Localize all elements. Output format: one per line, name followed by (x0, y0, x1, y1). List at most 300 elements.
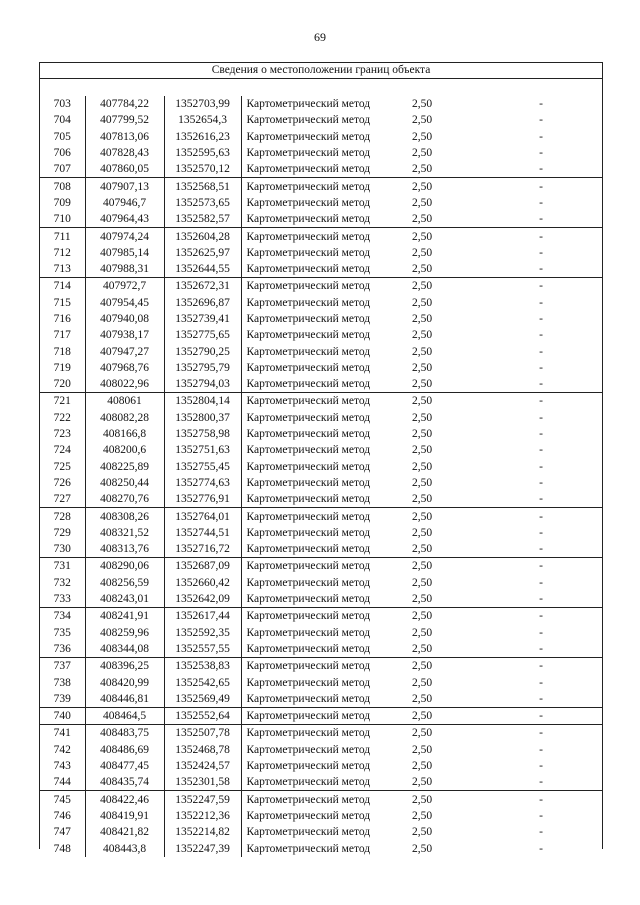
method-cell: Картометрический метод (241, 575, 394, 591)
x-coordinate-cell: 407784,22 (85, 96, 164, 112)
table-row (40, 508, 602, 525)
x-coordinate-cell: 408477,45 (85, 758, 164, 774)
table-row (40, 442, 602, 458)
x-coordinate-cell: 408420,99 (85, 674, 164, 690)
table-row (40, 491, 602, 508)
accuracy-cell: 2,50 (412, 642, 433, 655)
y-coordinate-cell: 1352247,39 (164, 840, 241, 856)
point-number-cell: 717 (53, 329, 71, 342)
y-coordinate-cell: 1352776,91 (164, 491, 241, 508)
point-number-cell: 747 (53, 826, 71, 839)
x-coordinate-cell: 408464,5 (85, 707, 164, 724)
note-cell: - (539, 743, 543, 756)
y-coordinate-cell: 1352739,41 (164, 311, 241, 327)
table-row (40, 725, 602, 742)
point-number-cell: 741 (40, 725, 85, 742)
y-coordinate-cell: 1352716,72 (164, 541, 241, 558)
point-number-cell: 712 (53, 246, 71, 259)
method-cell: Картометрический метод (241, 161, 394, 178)
point-number-cell: 725 (53, 460, 71, 473)
y-coordinate-cell: 1352696,87 (164, 295, 241, 311)
note-cell: - (539, 493, 543, 506)
note-cell: - (539, 345, 543, 358)
x-coordinate-cell: 408250,44 (85, 475, 164, 491)
accuracy-cell: 2,50 (412, 692, 433, 705)
table-row (40, 228, 602, 245)
method-cell: Картометрический метод (241, 840, 394, 856)
y-coordinate-cell: 1352542,65 (164, 674, 241, 690)
y-coordinate-cell: 1352604,28 (164, 228, 241, 245)
table-row (40, 112, 602, 128)
note-cell: - (539, 329, 543, 342)
x-coordinate-cell: 408022,96 (85, 376, 164, 393)
y-coordinate-cell: 1352644,55 (164, 261, 241, 278)
accuracy-cell: 2,50 (412, 147, 433, 160)
accuracy-cell: 2,50 (394, 725, 480, 742)
note-cell: - (480, 278, 602, 295)
note-cell: - (539, 213, 543, 226)
y-coordinate-cell: 1352775,65 (164, 327, 241, 343)
point-number-cell: 723 (53, 428, 71, 441)
y-coordinate-cell: 1352214,82 (164, 824, 241, 840)
y-coordinate-cell: 1352468,78 (164, 742, 241, 758)
x-coordinate-cell: 407799,52 (85, 112, 164, 128)
note-cell: - (539, 842, 543, 855)
point-number-cell: 704 (53, 114, 71, 127)
method-cell: Картометрический метод (241, 211, 394, 228)
note-cell: - (539, 576, 543, 589)
note-cell: - (539, 476, 543, 489)
point-number-cell: 730 (53, 543, 71, 556)
y-coordinate-cell: 1352573,65 (164, 195, 241, 211)
table-row (40, 343, 602, 359)
method-cell: Картометрический метод (241, 541, 394, 558)
y-coordinate-cell: 1352672,31 (164, 278, 241, 295)
method-cell: Картометрический метод (241, 129, 394, 145)
y-coordinate-cell: 1352568,51 (164, 178, 241, 195)
table-row (40, 211, 602, 228)
x-coordinate-cell: 408200,6 (85, 442, 164, 458)
method-cell: Картометрический метод (241, 295, 394, 311)
x-coordinate-cell: 407972,7 (85, 278, 164, 295)
method-cell: Картометрический метод (241, 410, 394, 426)
method-cell: Картометрический метод (241, 742, 394, 758)
point-number-cell: 736 (53, 642, 71, 655)
accuracy-cell: 2,50 (412, 476, 433, 489)
accuracy-cell: 2,50 (412, 296, 433, 309)
table-row (40, 145, 602, 161)
method-cell: Картометрический метод (241, 475, 394, 491)
note-cell: - (539, 147, 543, 160)
note-cell: - (480, 228, 602, 245)
accuracy-cell: 2,50 (412, 493, 433, 506)
method-cell: Картометрический метод (241, 824, 394, 840)
note-cell: - (539, 776, 543, 789)
point-number-cell: 740 (40, 707, 85, 724)
accuracy-cell: 2,50 (412, 114, 433, 127)
note-cell: - (539, 246, 543, 259)
x-coordinate-cell: 407938,17 (85, 327, 164, 343)
x-coordinate-cell: 408290,06 (85, 558, 164, 575)
note-cell: - (539, 642, 543, 655)
note-cell: - (539, 526, 543, 539)
x-coordinate-cell: 408256,59 (85, 575, 164, 591)
accuracy-cell: 2,50 (412, 460, 433, 473)
point-number-cell: 710 (53, 213, 71, 226)
method-cell: Картометрический метод (241, 674, 394, 690)
method-cell: Картометрический метод (241, 360, 394, 376)
accuracy-cell: 2,50 (412, 213, 433, 226)
note-cell: - (539, 626, 543, 639)
method-cell: Картометрический метод (241, 658, 394, 675)
note-cell: - (539, 676, 543, 689)
point-number-cell: 707 (53, 163, 71, 176)
x-coordinate-cell: 408422,46 (85, 791, 164, 808)
table-row (40, 327, 602, 343)
table-row (40, 475, 602, 491)
table-row (40, 261, 602, 278)
note-cell: - (480, 608, 602, 625)
accuracy-cell: 2,50 (394, 178, 480, 195)
note-cell: - (480, 658, 602, 675)
x-coordinate-cell: 408396,25 (85, 658, 164, 675)
table-row (40, 808, 602, 824)
x-coordinate-cell: 408166,8 (85, 426, 164, 442)
table-row (40, 410, 602, 426)
method-cell: Картометрический метод (241, 491, 394, 508)
table-row (40, 376, 602, 393)
point-number-cell: 744 (53, 776, 71, 789)
point-number-cell: 721 (40, 393, 85, 410)
accuracy-cell: 2,50 (412, 345, 433, 358)
accuracy-cell: 2,50 (412, 543, 433, 556)
point-number-cell: 714 (40, 278, 85, 295)
y-coordinate-cell: 1352301,58 (164, 774, 241, 791)
table-row (40, 625, 602, 641)
note-cell: - (539, 114, 543, 127)
method-cell: Картометрический метод (241, 725, 394, 742)
y-coordinate-cell: 1352758,98 (164, 426, 241, 442)
point-number-cell: 726 (53, 476, 71, 489)
method-cell: Картометрический метод (241, 691, 394, 708)
y-coordinate-cell: 1352538,83 (164, 658, 241, 675)
table-row (40, 824, 602, 840)
table-row (40, 641, 602, 658)
point-number-cell: 718 (53, 345, 71, 358)
y-coordinate-cell: 1352642,09 (164, 591, 241, 608)
table-row (40, 393, 602, 410)
note-cell: - (480, 508, 602, 525)
accuracy-cell: 2,50 (412, 361, 433, 374)
x-coordinate-cell: 408321,52 (85, 525, 164, 541)
point-number-cell: 722 (53, 411, 71, 424)
accuracy-cell: 2,50 (394, 658, 480, 675)
note-cell: - (539, 543, 543, 556)
note-cell: - (480, 791, 602, 808)
note-cell: - (539, 411, 543, 424)
point-number-cell: 729 (53, 526, 71, 539)
table-row (40, 742, 602, 758)
accuracy-cell: 2,50 (412, 743, 433, 756)
y-coordinate-cell: 1352569,49 (164, 691, 241, 708)
accuracy-cell: 2,50 (394, 278, 480, 295)
y-coordinate-cell: 1352582,57 (164, 211, 241, 228)
accuracy-cell: 2,50 (412, 444, 433, 457)
method-cell: Картометрический метод (241, 558, 394, 575)
point-number-cell: 720 (53, 378, 71, 391)
accuracy-cell: 2,50 (412, 329, 433, 342)
y-coordinate-cell: 1352660,42 (164, 575, 241, 591)
x-coordinate-cell: 407968,76 (85, 360, 164, 376)
x-coordinate-cell: 407974,24 (85, 228, 164, 245)
method-cell: Картометрический метод (241, 178, 394, 195)
y-coordinate-cell: 1352687,09 (164, 558, 241, 575)
x-coordinate-cell: 407985,14 (85, 245, 164, 261)
note-cell: - (480, 178, 602, 195)
method-cell: Картометрический метод (241, 426, 394, 442)
y-coordinate-cell: 1352703,99 (164, 96, 241, 112)
point-number-cell: 746 (53, 809, 71, 822)
method-cell: Картометрический метод (241, 791, 394, 808)
note-cell: - (539, 428, 543, 441)
table-row (40, 96, 602, 112)
table-row (40, 774, 602, 791)
accuracy-cell: 2,50 (394, 228, 480, 245)
accuracy-cell: 2,50 (412, 98, 433, 111)
table-row (40, 278, 602, 295)
note-cell: - (539, 163, 543, 176)
note-cell: - (539, 263, 543, 276)
method-cell: Картометрический метод (241, 228, 394, 245)
y-coordinate-cell: 1352616,23 (164, 129, 241, 145)
point-number-cell: 716 (53, 313, 71, 325)
point-number-cell: 724 (53, 444, 71, 457)
point-number-cell: 743 (53, 760, 71, 773)
point-number-cell: 715 (53, 296, 71, 309)
x-coordinate-cell: 407954,45 (85, 295, 164, 311)
table-row (40, 178, 602, 195)
x-coordinate-cell: 408421,82 (85, 824, 164, 840)
accuracy-cell: 2,50 (412, 593, 433, 606)
x-coordinate-cell: 408061 (85, 393, 164, 410)
method-cell: Картометрический метод (241, 442, 394, 458)
point-number-cell: 703 (53, 98, 71, 111)
table-row (40, 195, 602, 211)
table-row (40, 691, 602, 708)
table-row (40, 426, 602, 442)
y-coordinate-cell: 1352751,63 (164, 442, 241, 458)
y-coordinate-cell: 1352592,35 (164, 625, 241, 641)
accuracy-cell: 2,50 (412, 428, 433, 441)
note-cell: - (480, 725, 602, 742)
method-cell: Картометрический метод (241, 261, 394, 278)
y-coordinate-cell: 1352794,03 (164, 376, 241, 393)
note-cell: - (539, 760, 543, 773)
table-row (40, 591, 602, 608)
accuracy-cell: 2,50 (412, 263, 433, 276)
x-coordinate-cell: 407946,7 (85, 195, 164, 211)
table-row (40, 758, 602, 774)
note-cell: - (539, 296, 543, 309)
method-cell: Картометрический метод (241, 96, 394, 112)
method-cell: Картометрический метод (241, 376, 394, 393)
note-cell: - (539, 378, 543, 391)
point-number-cell: 711 (40, 228, 85, 245)
y-coordinate-cell: 1352755,45 (164, 459, 241, 475)
x-coordinate-cell: 408435,74 (85, 774, 164, 791)
point-number-cell: 709 (53, 196, 71, 209)
y-coordinate-cell: 1352507,78 (164, 725, 241, 742)
point-number-cell: 706 (53, 147, 71, 160)
accuracy-cell: 2,50 (412, 378, 433, 391)
table-row (40, 360, 602, 376)
coordinates-table (40, 96, 602, 857)
x-coordinate-cell: 407860,05 (85, 161, 164, 178)
table-row (40, 129, 602, 145)
accuracy-cell: 2,50 (394, 791, 480, 808)
table-row (40, 674, 602, 690)
method-cell: Картометрический метод (241, 591, 394, 608)
table-row (40, 311, 602, 327)
note-cell: - (480, 393, 602, 410)
method-cell: Картометрический метод (241, 508, 394, 525)
table-row (40, 840, 602, 856)
point-number-cell: 737 (40, 658, 85, 675)
point-number-cell: 713 (53, 263, 71, 276)
method-cell: Картометрический метод (241, 245, 394, 261)
accuracy-cell: 2,50 (412, 246, 433, 259)
y-coordinate-cell: 1352804,14 (164, 393, 241, 410)
y-coordinate-cell: 1352744,51 (164, 525, 241, 541)
table-title: Сведения о местоположении границ объекта (40, 63, 602, 79)
x-coordinate-cell: 407813,06 (85, 129, 164, 145)
x-coordinate-cell: 408443,8 (85, 840, 164, 856)
accuracy-cell: 2,50 (412, 842, 433, 855)
x-coordinate-cell: 408308,26 (85, 508, 164, 525)
table-row (40, 558, 602, 575)
table-row (40, 608, 602, 625)
method-cell: Картометрический метод (241, 195, 394, 211)
x-coordinate-cell: 408270,76 (85, 491, 164, 508)
table-row (40, 459, 602, 475)
accuracy-cell: 2,50 (394, 707, 480, 724)
note-cell: - (480, 558, 602, 575)
method-cell: Картометрический метод (241, 343, 394, 359)
y-coordinate-cell: 1352795,79 (164, 360, 241, 376)
method-cell: Картометрический метод (241, 641, 394, 658)
y-coordinate-cell: 1352800,37 (164, 410, 241, 426)
accuracy-cell: 2,50 (412, 411, 433, 424)
note-cell: - (539, 460, 543, 473)
table-row (40, 161, 602, 178)
x-coordinate-cell: 408419,91 (85, 808, 164, 824)
note-cell: - (539, 809, 543, 822)
y-coordinate-cell: 1352774,63 (164, 475, 241, 491)
table-row (40, 707, 602, 724)
note-cell: - (539, 98, 543, 111)
x-coordinate-cell: 407940,08 (85, 311, 164, 327)
x-coordinate-cell: 408483,75 (85, 725, 164, 742)
x-coordinate-cell: 408082,28 (85, 410, 164, 426)
table-row (40, 525, 602, 541)
y-coordinate-cell: 1352764,01 (164, 508, 241, 525)
point-number-cell: 748 (53, 842, 71, 855)
y-coordinate-cell: 1352552,64 (164, 707, 241, 724)
page-number: 69 (314, 30, 326, 44)
note-cell: - (539, 826, 543, 839)
y-coordinate-cell: 1352570,12 (164, 161, 241, 178)
accuracy-cell: 2,50 (412, 676, 433, 689)
point-number-cell: 745 (40, 791, 85, 808)
y-coordinate-cell: 1352595,63 (164, 145, 241, 161)
table-row (40, 791, 602, 808)
accuracy-cell: 2,50 (412, 576, 433, 589)
x-coordinate-cell: 408313,76 (85, 541, 164, 558)
method-cell: Картометрический метод (241, 774, 394, 791)
accuracy-cell: 2,50 (394, 393, 480, 410)
x-coordinate-cell: 408446,81 (85, 691, 164, 708)
method-cell: Картометрический метод (241, 145, 394, 161)
table-row (40, 245, 602, 261)
table-row (40, 541, 602, 558)
x-coordinate-cell: 408344,08 (85, 641, 164, 658)
accuracy-cell: 2,50 (394, 558, 480, 575)
accuracy-cell: 2,50 (412, 196, 433, 209)
note-cell: - (539, 196, 543, 209)
method-cell: Картометрический метод (241, 327, 394, 343)
point-number-cell: 735 (53, 626, 71, 639)
x-coordinate-cell: 408225,89 (85, 459, 164, 475)
x-coordinate-cell: 407947,27 (85, 343, 164, 359)
method-cell: Картометрический метод (241, 758, 394, 774)
x-coordinate-cell: 407964,43 (85, 211, 164, 228)
accuracy-cell: 2,50 (412, 760, 433, 773)
method-cell: Картометрический метод (241, 278, 394, 295)
header-spacer (40, 79, 602, 96)
note-cell: - (539, 593, 543, 606)
point-number-cell: 732 (53, 576, 71, 589)
table-row (40, 575, 602, 591)
accuracy-cell: 2,50 (412, 809, 433, 822)
y-coordinate-cell: 1352617,44 (164, 608, 241, 625)
x-coordinate-cell: 407988,31 (85, 261, 164, 278)
point-number-cell: 742 (53, 743, 71, 756)
method-cell: Картометрический метод (241, 311, 394, 327)
x-coordinate-cell: 408259,96 (85, 625, 164, 641)
y-coordinate-cell: 1352654,3 (164, 112, 241, 128)
method-cell: Картометрический метод (241, 608, 394, 625)
y-coordinate-cell: 1352247,59 (164, 791, 241, 808)
accuracy-cell: 2,50 (412, 526, 433, 539)
method-cell: Картометрический метод (241, 112, 394, 128)
x-coordinate-cell: 408243,01 (85, 591, 164, 608)
accuracy-cell: 2,50 (412, 130, 433, 143)
accuracy-cell: 2,50 (412, 776, 433, 789)
table-row (40, 658, 602, 675)
point-number-cell: 719 (53, 361, 71, 374)
method-cell: Картометрический метод (241, 808, 394, 824)
y-coordinate-cell: 1352625,97 (164, 245, 241, 261)
table-row (40, 295, 602, 311)
y-coordinate-cell: 1352212,36 (164, 808, 241, 824)
method-cell: Картометрический метод (241, 393, 394, 410)
method-cell: Картометрический метод (241, 525, 394, 541)
method-cell: Картометрический метод (241, 625, 394, 641)
accuracy-cell: 2,50 (412, 626, 433, 639)
boundary-table (39, 62, 603, 855)
y-coordinate-cell: 1352424,57 (164, 758, 241, 774)
x-coordinate-cell: 407828,43 (85, 145, 164, 161)
